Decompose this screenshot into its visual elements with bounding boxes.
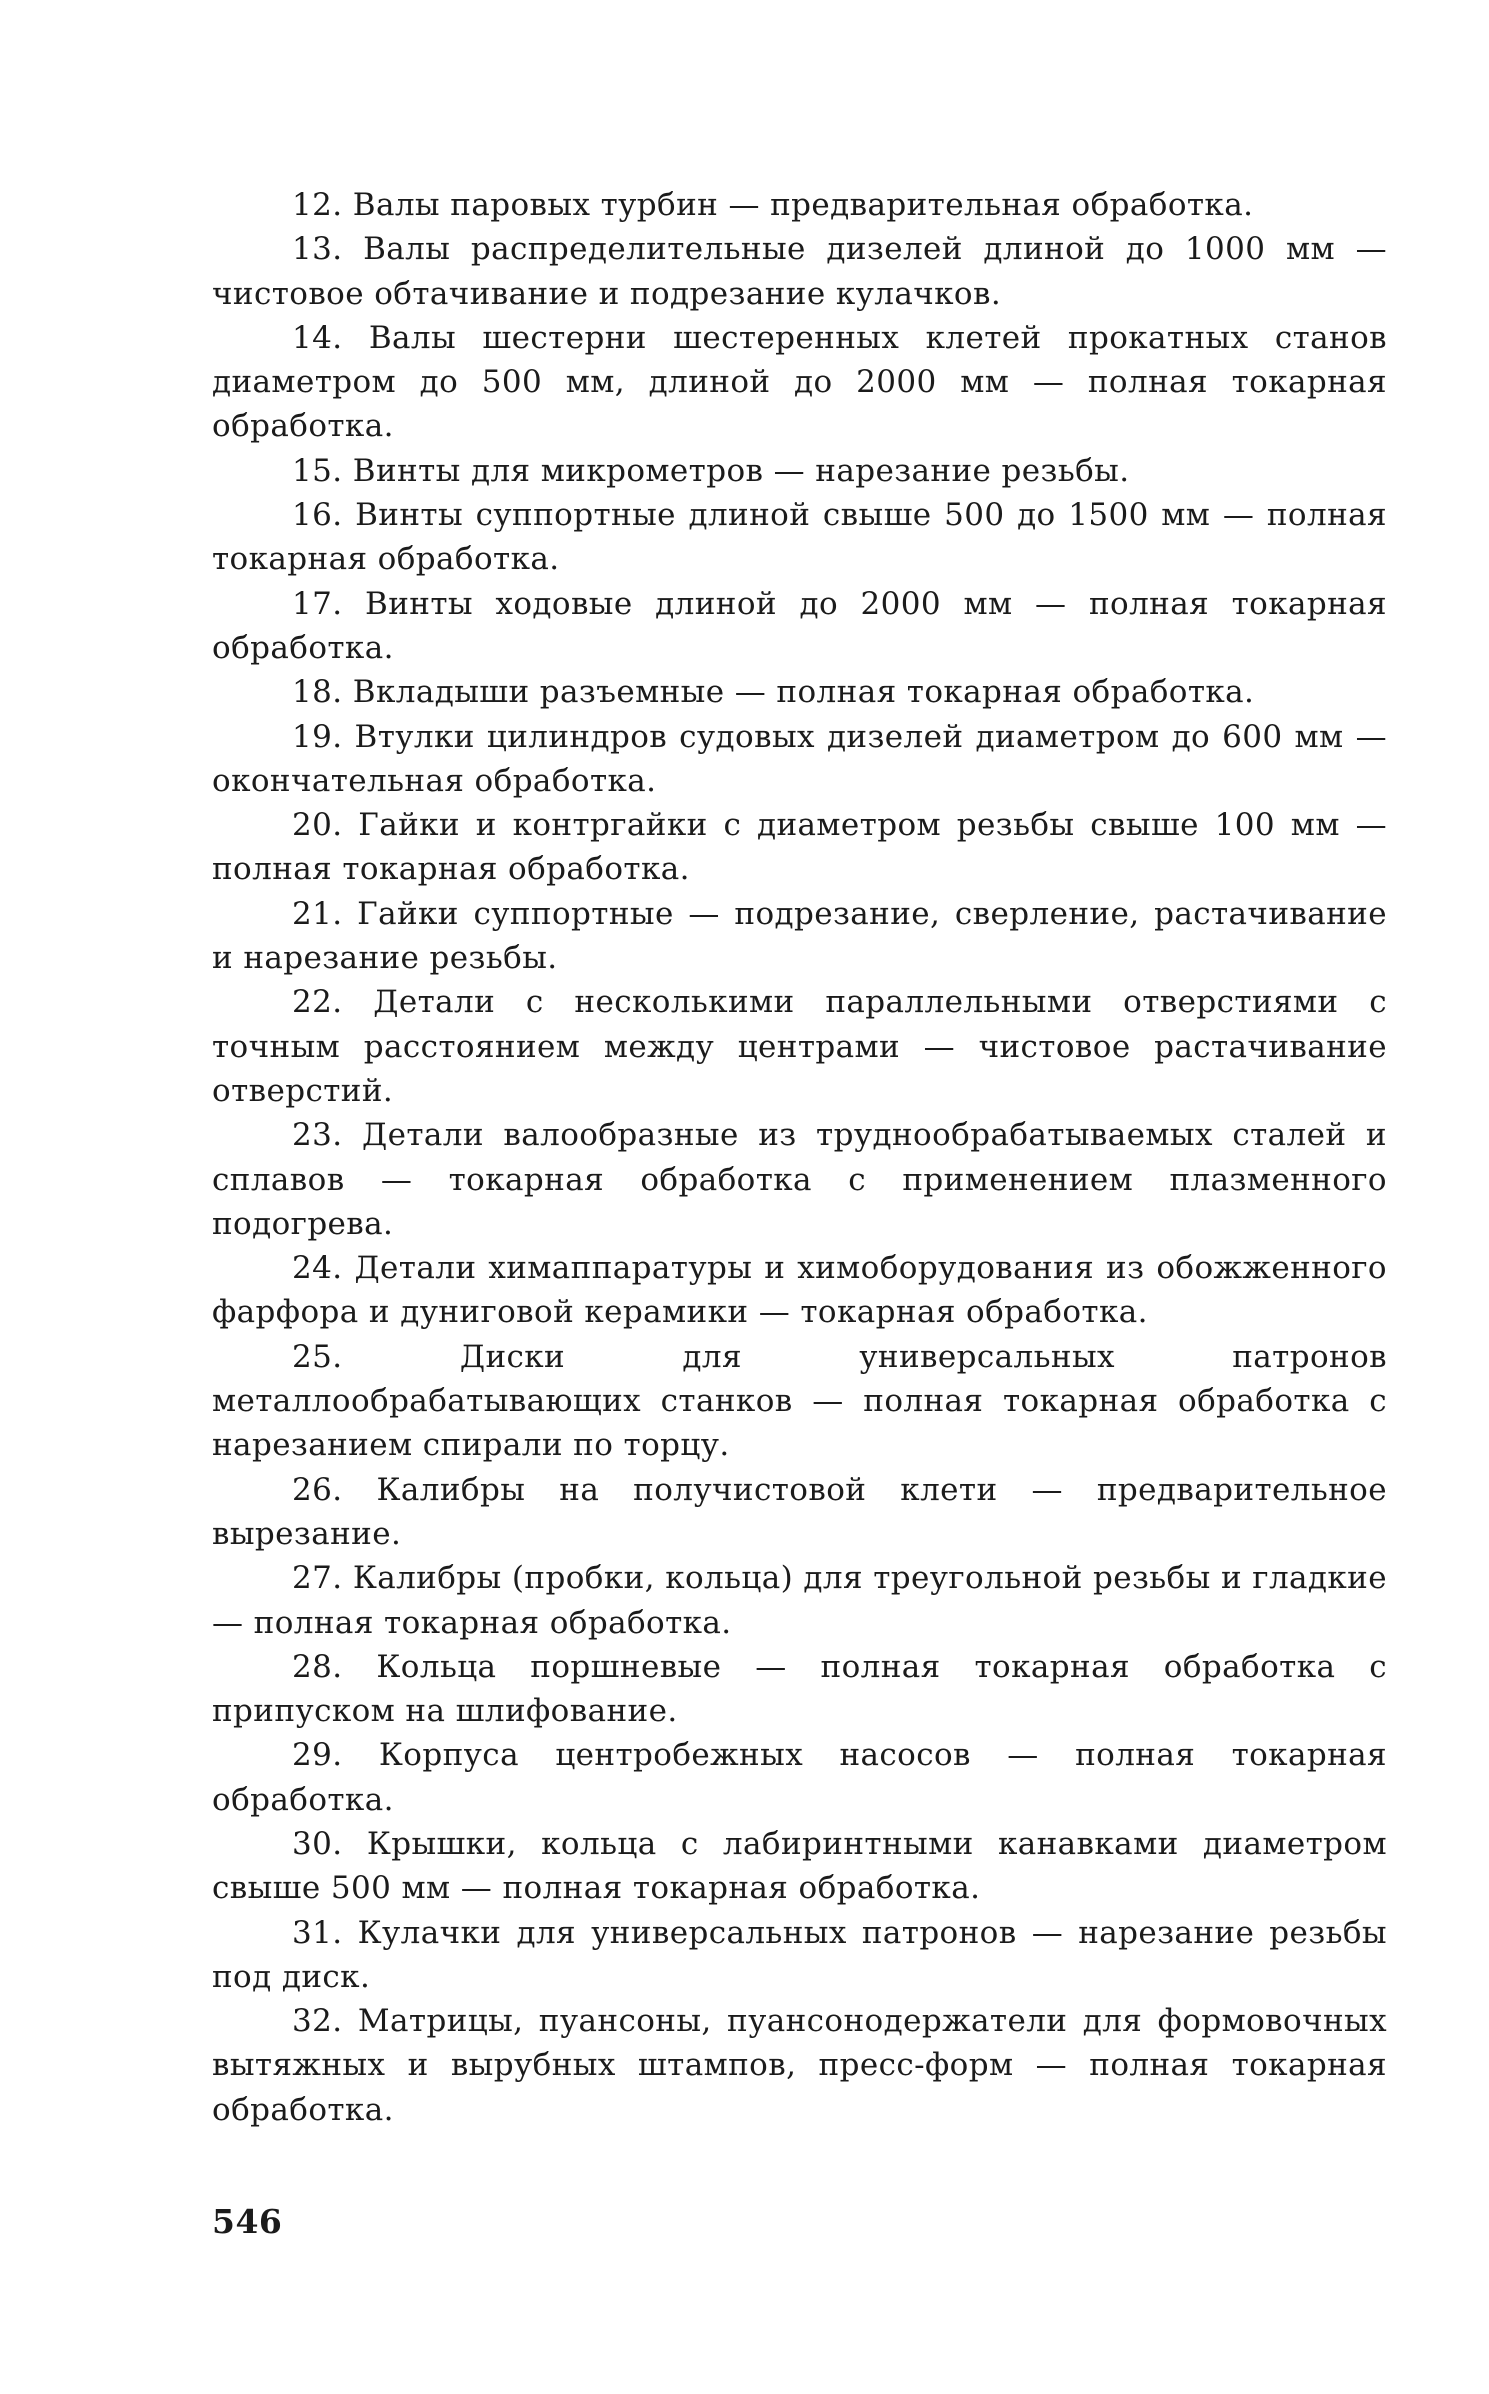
item-number: 30.: [292, 1825, 343, 1862]
item-number: 19.: [292, 718, 343, 755]
list-item: [212, 670, 1387, 714]
list-item: [212, 449, 1387, 493]
item-number: 31.: [292, 1914, 343, 1951]
item-text: Калибры на получистовой клети — предварительное вырезание.: [212, 1471, 1387, 1552]
item-text: Винты ходовые длиной до 2000 мм — полная токарная обработка.: [212, 585, 1387, 666]
item-number: 27.: [292, 1560, 343, 1597]
list-item: [212, 1911, 1387, 2000]
item-number: 26.: [292, 1471, 343, 1508]
list-item: [212, 1733, 1387, 1822]
item-number: 24.: [292, 1250, 343, 1287]
item-list: [212, 183, 1387, 2132]
item-number: 28.: [292, 1648, 343, 1685]
item-number: 21.: [292, 895, 343, 932]
item-text: Втулки цилиндров судовых дизелей диаметром до 600 мм — окончательная обработка.: [212, 718, 1387, 799]
item-number: 23.: [292, 1117, 343, 1154]
item-text: Гайки суппортные — подрезание, сверление, растачивание и нарезание резьбы.: [212, 895, 1387, 977]
item-number: 18.: [292, 674, 343, 711]
item-text: Валы паровых турбин — предварительная обработка.: [352, 187, 1254, 223]
item-text: Детали с несколькими параллельными отверстиями с точным расстоянием между центрами — чистовое растачивание отверстий.: [212, 984, 1387, 1109]
page-number: 546: [212, 2202, 283, 2241]
item-number: 16.: [292, 497, 343, 534]
list-item: [212, 1113, 1387, 1246]
item-number: 22.: [292, 984, 343, 1021]
item-text: Винты для микрометров — нарезание резьбы.: [352, 452, 1130, 489]
item-text: Корпуса центробежных насосов — полная токарная обработка.: [212, 1737, 1387, 1818]
item-text: Винты суппортные длиной свыше 500 до 1500 мм — полная токарная обработка.: [212, 497, 1387, 578]
list-item: [212, 582, 1387, 671]
item-number: 15.: [292, 452, 343, 489]
list-item: [212, 316, 1387, 449]
list-item: [212, 1645, 1387, 1734]
item-number: 13.: [292, 231, 343, 268]
item-text: Матрицы, пуансоны, пуансонодержатели для формовочных вытяжных и вырубных штампов, пресс-форм — полная токарная обработка.: [212, 2003, 1387, 2128]
list-item: [212, 183, 1387, 227]
list-item: [212, 1246, 1387, 1335]
item-text: Калибры (пробки, кольца) для треугольной резьбы и гладкие — полная токарная обработка.: [212, 1560, 1387, 1641]
list-item: [212, 1556, 1387, 1645]
item-text: Детали валообразные из труднообрабатываемых сталей и сплавов — токарная обработка с применением плазменного подогрева.: [212, 1117, 1387, 1242]
item-text: Диски для универсальных патронов металлообрабатывающих станков — полная токарная обработка с нарезанием спирали по торцу.: [212, 1338, 1387, 1464]
item-number: 14.: [292, 319, 343, 356]
item-number: 25.: [292, 1338, 343, 1375]
list-item: [212, 980, 1387, 1113]
list-item: [212, 803, 1387, 892]
item-number: 32.: [292, 2003, 343, 2040]
item-number: 29.: [292, 1737, 343, 1774]
list-item: [212, 892, 1387, 981]
list-item: [212, 227, 1387, 316]
list-item: [212, 1822, 1387, 1911]
item-text: Кольца поршневые — полная токарная обработка с припуском на шлифование.: [212, 1648, 1387, 1730]
list-item: [212, 1335, 1387, 1468]
item-text: Вкладыши разъемные — полная токарная обработка.: [352, 674, 1255, 711]
item-text: Крышки, кольца с лабиринтными канавками диаметром свыше 500 мм — полная токарная обработка.: [212, 1825, 1387, 1907]
item-text: Детали химаппаратуры и химоборудования из обожженного фарфора и дуниговой керамики — токарная обработка.: [212, 1250, 1387, 1331]
list-item: [212, 493, 1387, 582]
item-text: Гайки и контргайки с диаметром резьбы свыше 100 мм — полная токарная обработка.: [212, 807, 1387, 888]
list-item: [212, 715, 1387, 804]
list-item: [212, 1999, 1387, 2132]
item-text: Валы шестерни шестеренных клетей прокатных станов диаметром до 500 мм, длиной до 2000 мм — полная токарная обработка.: [212, 319, 1387, 445]
item-text: Валы распределительные дизелей длиной до 1000 мм — чистовое обтачивание и подрезание кулачков.: [212, 231, 1387, 312]
item-text: Кулачки для универсальных патронов — нарезание резьбы под диск.: [212, 1914, 1387, 1995]
item-number: 17.: [292, 585, 343, 622]
item-number: 20.: [292, 807, 343, 844]
list-item: [212, 1468, 1387, 1557]
item-number: 12.: [292, 187, 343, 223]
